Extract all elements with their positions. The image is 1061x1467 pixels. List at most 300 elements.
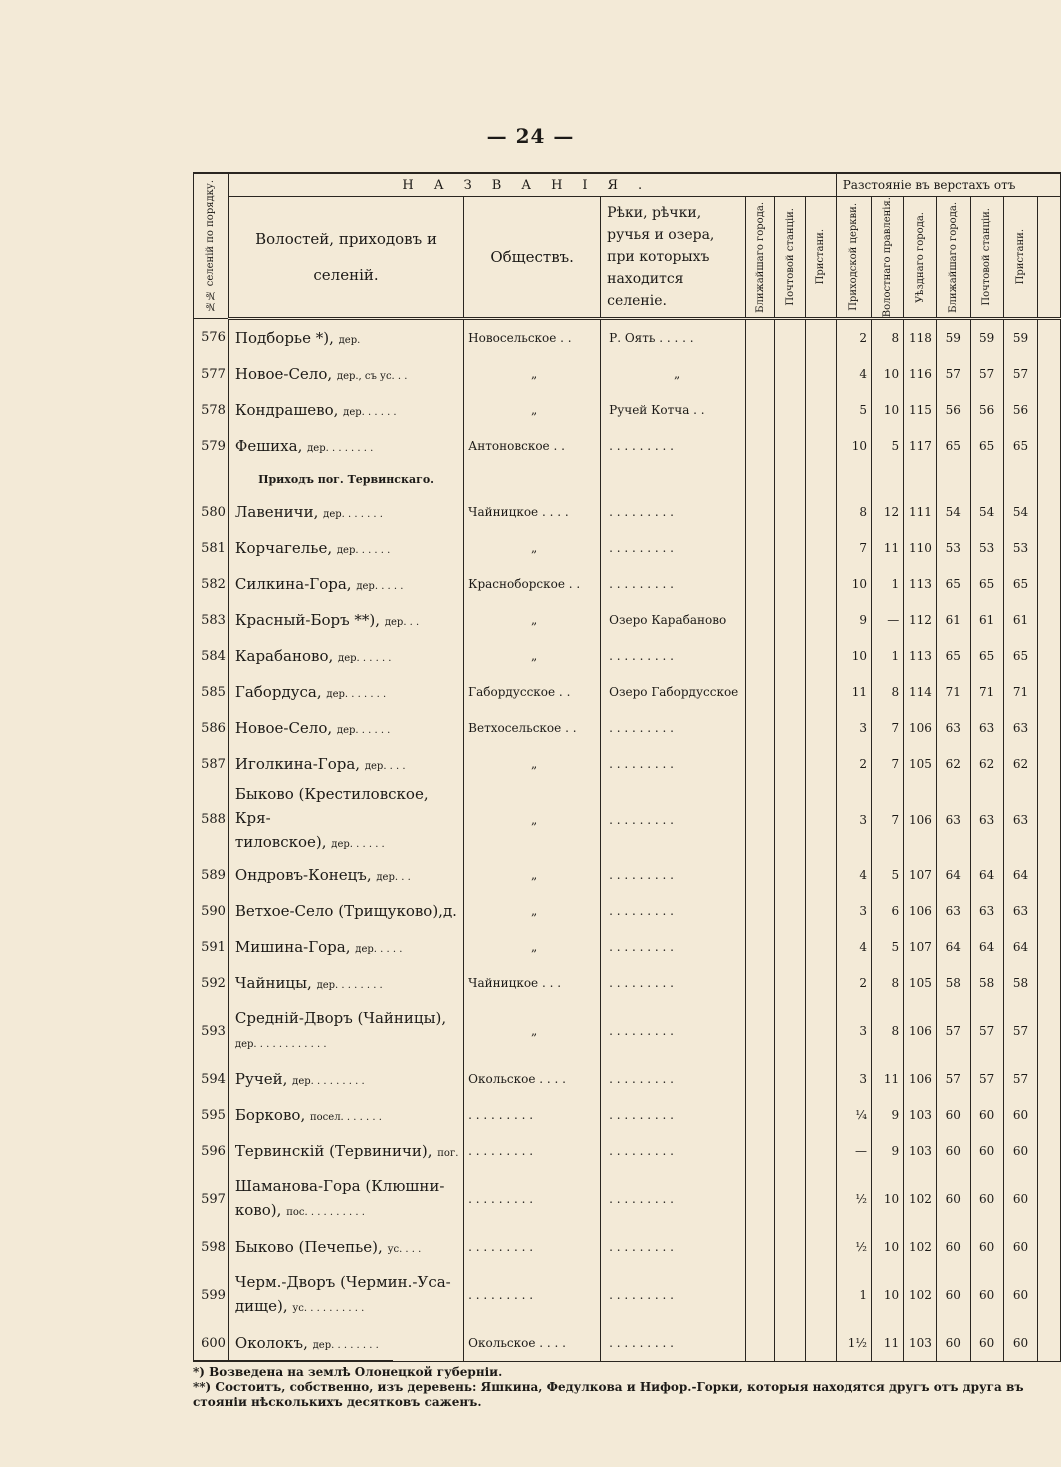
table-row xyxy=(194,929,1061,965)
dist-nearest-city: 65 xyxy=(936,638,970,674)
dist-parish-church: 4 xyxy=(836,356,871,392)
dist-parish-church: 2 xyxy=(836,746,871,782)
dist-volost-board: 8 xyxy=(871,319,903,357)
dist-volost-board: 9 xyxy=(871,1133,903,1169)
dist-wharf: 57 xyxy=(1003,356,1038,392)
nearest-city-cell xyxy=(746,782,775,857)
dist-nearest-city: 54 xyxy=(936,494,970,530)
table-row xyxy=(194,319,1061,357)
nearest-city-cell xyxy=(746,857,775,893)
river-name: . . . . . . . . . xyxy=(601,965,746,1001)
table-row xyxy=(194,1325,1061,1362)
footnote-2: **) Состоитъ, собственно, изъ деревень: Яшкина, Федулкова и Нифор.-Горки, которыя находятся другъ отъ друга въ xyxy=(193,1380,1024,1394)
cut-off-cell xyxy=(1038,1229,1061,1265)
section-row xyxy=(194,464,1061,494)
settlement-name xyxy=(228,893,463,929)
row-number: 585 xyxy=(194,674,229,710)
dist-volost-board: 6 xyxy=(871,893,903,929)
society-name: „ xyxy=(464,602,601,638)
cut-off-cell xyxy=(1038,602,1061,638)
settlement-type: ус. . . . xyxy=(387,1244,422,1256)
dist-wharf: 63 xyxy=(1003,782,1038,857)
row-number: 584 xyxy=(194,638,229,674)
wharf-cell xyxy=(805,1265,836,1325)
settlement-name xyxy=(228,746,463,782)
settlement-name-continued: тиловское), xyxy=(234,833,327,852)
post-station-cell xyxy=(775,530,805,566)
river-name: Ручей Котча . . xyxy=(601,392,746,428)
settlement-name-text: Габордуса, xyxy=(234,683,322,702)
wharf-cell xyxy=(805,1133,836,1169)
settlement-name xyxy=(228,566,463,602)
settlement-name xyxy=(228,530,463,566)
river-name: . . . . . . . . . xyxy=(601,428,746,464)
river-name: . . . . . . . . . xyxy=(601,530,746,566)
dist-post-station: 60 xyxy=(970,1097,1003,1133)
settlement-name xyxy=(228,857,463,893)
post-station-cell xyxy=(775,1325,805,1362)
post-station-cell xyxy=(775,428,805,464)
dist-volost-board: 8 xyxy=(871,965,903,1001)
table-row xyxy=(194,965,1061,1001)
dist-uezd-town: 114 xyxy=(904,674,937,710)
society-name: „ xyxy=(464,857,601,893)
dist-parish-church: 3 xyxy=(836,1061,871,1097)
settlement-name xyxy=(228,638,463,674)
dist-volost-board: 5 xyxy=(871,929,903,965)
society-name: „ xyxy=(464,929,601,965)
dist-wharf: 63 xyxy=(1003,710,1038,746)
row-number: 597 xyxy=(194,1169,229,1229)
settlement-name xyxy=(228,602,463,638)
cut-off-cell xyxy=(1038,356,1061,392)
settlement-name-text: Ветхое-Село (Трищуково),д. xyxy=(234,902,457,921)
row-number: 579 xyxy=(194,428,229,464)
settlement-type: дер. . . . . . xyxy=(331,839,385,851)
cut-off-cell xyxy=(1038,965,1061,1001)
river-name: . . . . . . . . . xyxy=(601,1133,746,1169)
settlement-name-text: Тервинскій (Тервиничи), xyxy=(234,1142,433,1161)
river-name: . . . . . . . . . xyxy=(601,782,746,857)
dist-nearest-city: 65 xyxy=(936,566,970,602)
settlement-name xyxy=(228,319,463,357)
settlement-name-continued: дище), xyxy=(234,1296,288,1315)
dist-wharf: 62 xyxy=(1003,746,1038,782)
row-number: 589 xyxy=(194,857,229,893)
dist-nearest-city: 64 xyxy=(936,929,970,965)
wharf-cell xyxy=(805,638,836,674)
table-row xyxy=(194,782,1061,857)
nearest-city-cell xyxy=(746,638,775,674)
row-number: 592 xyxy=(194,965,229,1001)
dist-volost-board: 7 xyxy=(871,746,903,782)
settlement-type: пог. xyxy=(437,1148,459,1160)
post-station-cell xyxy=(775,857,805,893)
row-number: 583 xyxy=(194,602,229,638)
nearest-city-cell xyxy=(746,1325,775,1362)
dist-uezd-town: 116 xyxy=(904,356,937,392)
settlement-type: ус. . . . . . . . . . xyxy=(292,1302,365,1314)
cut-off-cell xyxy=(1038,929,1061,965)
settlement-name-text: Силкина-Гора, xyxy=(234,575,352,594)
dist-wharf: 65 xyxy=(1003,566,1038,602)
footnote-2-continued: стояніи нѣсколькихъ десятковъ саженъ. xyxy=(193,1395,482,1409)
society-name: „ xyxy=(464,1001,601,1061)
nearest-city-cell xyxy=(746,392,775,428)
nearest-city-cell xyxy=(746,746,775,782)
settlement-type: дер. . . . . . . . xyxy=(307,443,374,455)
table-row xyxy=(194,893,1061,929)
settlement-name xyxy=(228,1061,463,1097)
post-station-cell xyxy=(775,319,805,357)
dist-nearest-city: 60 xyxy=(936,1133,970,1169)
river-name: . . . . . . . . . xyxy=(601,1097,746,1133)
nearest-city-cell xyxy=(746,566,775,602)
settlement-name-text: Лавеничи, xyxy=(234,503,319,522)
dist-uezd-town: 111 xyxy=(904,494,937,530)
settlement-name-text: Иголкина-Гора, xyxy=(234,755,361,774)
wharf2-header: Пристани. xyxy=(1003,197,1038,319)
dist-parish-church: 3 xyxy=(836,782,871,857)
dist-nearest-city: 56 xyxy=(936,392,970,428)
post-station-cell xyxy=(775,782,805,857)
dist-volost-board: 10 xyxy=(871,1265,903,1325)
dist-parish-church: 4 xyxy=(836,929,871,965)
dist-uezd-town: 106 xyxy=(904,782,937,857)
settlement-type: дер. xyxy=(338,335,361,347)
dist-parish-church: 3 xyxy=(836,1001,871,1061)
table-row xyxy=(194,1001,1061,1061)
nearest-city-cell xyxy=(746,674,775,710)
river-name: „ xyxy=(601,356,746,392)
table-row xyxy=(194,1229,1061,1265)
post-station-cell xyxy=(775,638,805,674)
post-station2-header: Почтовой станціи. xyxy=(970,197,1003,319)
footnote-rule xyxy=(193,1360,393,1361)
river-name: . . . . . . . . . xyxy=(601,1061,746,1097)
settlement-type: дер. . . . . . xyxy=(336,725,391,737)
dist-uezd-town: 102 xyxy=(904,1229,937,1265)
settlement-name xyxy=(228,929,463,965)
dist-nearest-city: 62 xyxy=(936,746,970,782)
wharf-cell xyxy=(805,893,836,929)
dist-wharf: 71 xyxy=(1003,674,1038,710)
cut-off-cell xyxy=(1038,530,1061,566)
cut-off-cell xyxy=(1038,1001,1061,1061)
dist-post-station: 61 xyxy=(970,602,1003,638)
cut-off-cell xyxy=(1038,428,1061,464)
nearest-city-cell xyxy=(746,1097,775,1133)
dist-post-station: 64 xyxy=(970,857,1003,893)
dist-uezd-town: 118 xyxy=(904,319,937,357)
settlement-name-text: Быково (Печепье), xyxy=(234,1238,383,1257)
nearest-city-cell xyxy=(746,428,775,464)
row-number: 590 xyxy=(194,893,229,929)
nearest-city-cell xyxy=(746,1265,775,1325)
dist-parish-church: 9 xyxy=(836,602,871,638)
dist-wharf: 60 xyxy=(1003,1097,1038,1133)
settlement-name xyxy=(228,1325,463,1362)
dist-volost-board: 5 xyxy=(871,857,903,893)
uezd-town-header: Уѣзднаго города. xyxy=(904,197,937,319)
row-number: 588 xyxy=(194,782,229,857)
dist-wharf: 58 xyxy=(1003,965,1038,1001)
society-name: „ xyxy=(464,638,601,674)
cut-off-cell xyxy=(1038,710,1061,746)
cut-off-cell xyxy=(1038,1325,1061,1362)
wharf-cell xyxy=(805,674,836,710)
dist-wharf: 65 xyxy=(1003,638,1038,674)
dist-post-station: 60 xyxy=(970,1265,1003,1325)
dist-wharf: 61 xyxy=(1003,602,1038,638)
dist-wharf: 60 xyxy=(1003,1325,1038,1362)
table-row xyxy=(194,1265,1061,1325)
post-station-cell xyxy=(775,1265,805,1325)
row-number: 578 xyxy=(194,392,229,428)
dist-parish-church: 4 xyxy=(836,857,871,893)
dist-post-station: 57 xyxy=(970,1001,1003,1061)
society-header: Обществъ. xyxy=(464,197,601,319)
settlement-name xyxy=(228,1265,463,1325)
settlement-type: дер. . . . . . . . xyxy=(312,1340,379,1352)
nearest-city-cell xyxy=(746,1061,775,1097)
river-name: . . . . . . . . . xyxy=(601,1229,746,1265)
dist-post-station: 63 xyxy=(970,893,1003,929)
table-row xyxy=(194,1133,1061,1169)
dist-nearest-city: 60 xyxy=(936,1229,970,1265)
wharf-cell xyxy=(805,1061,836,1097)
dist-uezd-town: 113 xyxy=(904,566,937,602)
dist-parish-church: ½ xyxy=(836,1169,871,1229)
dist-nearest-city: 57 xyxy=(936,1001,970,1061)
society-name: Антоновское . . xyxy=(464,428,601,464)
row-number: 581 xyxy=(194,530,229,566)
nearest-city-cell xyxy=(746,494,775,530)
cut-off-cell xyxy=(1038,392,1061,428)
river-name: . . . . . . . . . xyxy=(601,746,746,782)
dist-post-station: 53 xyxy=(970,530,1003,566)
dist-nearest-city: 60 xyxy=(936,1325,970,1362)
dist-nearest-city: 53 xyxy=(936,530,970,566)
river-name: . . . . . . . . . xyxy=(601,857,746,893)
table-row xyxy=(194,710,1061,746)
cut-off-cell xyxy=(1038,1097,1061,1133)
settlement-name-text: Кондрашево, xyxy=(234,401,339,420)
dist-parish-church: 1 xyxy=(836,1265,871,1325)
table-row xyxy=(194,746,1061,782)
row-number: 600 xyxy=(194,1325,229,1362)
row-number: 594 xyxy=(194,1061,229,1097)
dist-volost-board: 7 xyxy=(871,782,903,857)
dist-post-station: 65 xyxy=(970,428,1003,464)
settlement-name-text: Борково, xyxy=(234,1106,306,1125)
settlement-type: дер. . . . . . . . . xyxy=(292,1076,365,1088)
dist-uezd-town: 103 xyxy=(904,1325,937,1362)
nearest-city-cell xyxy=(746,356,775,392)
cut-off-cell xyxy=(1038,1265,1061,1325)
dist-volost-board: 8 xyxy=(871,1001,903,1061)
society-name: Чайницкое . . . xyxy=(464,965,601,1001)
settlement-name xyxy=(228,1133,463,1169)
post-station-cell xyxy=(775,602,805,638)
dist-uezd-town: 112 xyxy=(904,602,937,638)
river-name: . . . . . . . . . xyxy=(601,710,746,746)
settlement-name xyxy=(228,428,463,464)
wharf-cell xyxy=(805,428,836,464)
row-number: 598 xyxy=(194,1229,229,1265)
dist-parish-church: 3 xyxy=(836,710,871,746)
cut-off-cell xyxy=(1038,857,1061,893)
dist-parish-church: 3 xyxy=(836,893,871,929)
dist-wharf: 64 xyxy=(1003,929,1038,965)
dist-volost-board: 5 xyxy=(871,428,903,464)
dist-wharf: 59 xyxy=(1003,319,1038,357)
cut-off-cell xyxy=(1038,746,1061,782)
settlement-name-text: Ручей, xyxy=(234,1070,288,1089)
dist-wharf: 63 xyxy=(1003,893,1038,929)
dist-volost-board: 11 xyxy=(871,1061,903,1097)
dist-nearest-city: 63 xyxy=(936,710,970,746)
dist-volost-board: 7 xyxy=(871,710,903,746)
dist-post-station: 60 xyxy=(970,1229,1003,1265)
dist-post-station: 56 xyxy=(970,392,1003,428)
settlement-name-text: Ондровъ-Конецъ, xyxy=(234,866,372,885)
wharf-cell xyxy=(805,319,836,357)
dist-volost-board: 8 xyxy=(871,674,903,710)
dist-post-station: 58 xyxy=(970,965,1003,1001)
dist-post-station: 65 xyxy=(970,566,1003,602)
dist-post-station: 60 xyxy=(970,1169,1003,1229)
settlement-name xyxy=(228,1229,463,1265)
settlement-type: дер. . . . . xyxy=(355,944,403,956)
dist-volost-board: — xyxy=(871,602,903,638)
dist-wharf: 60 xyxy=(1003,1265,1038,1325)
dist-post-station: 57 xyxy=(970,1061,1003,1097)
table-row xyxy=(194,530,1061,566)
post-station-cell xyxy=(775,1229,805,1265)
post-station-cell xyxy=(775,710,805,746)
society-name: Окольское . . . . xyxy=(464,1325,601,1362)
table-row xyxy=(194,674,1061,710)
settlement-type: дер. . . . . . xyxy=(343,407,397,419)
dist-volost-board: 10 xyxy=(871,1229,903,1265)
society-name: „ xyxy=(464,893,601,929)
dist-uezd-town: 103 xyxy=(904,1097,937,1133)
row-number: 587 xyxy=(194,746,229,782)
post-station-cell xyxy=(775,965,805,1001)
dist-volost-board: 1 xyxy=(871,566,903,602)
dist-post-station: 63 xyxy=(970,782,1003,857)
settlement-name-text: Мишина-Гора, xyxy=(234,938,351,957)
post-station-cell xyxy=(775,566,805,602)
wharf-cell xyxy=(805,929,836,965)
society-name: . . . . . . . . . xyxy=(464,1229,601,1265)
settlement-type: дер. . . . . . . xyxy=(323,509,383,521)
wharf-cell xyxy=(805,1001,836,1061)
settlement-type: дер. . . xyxy=(384,617,420,629)
post-station-cell xyxy=(775,392,805,428)
settlement-name xyxy=(228,965,463,1001)
river-name: . . . . . . . . . xyxy=(601,1325,746,1362)
dist-uezd-town: 107 xyxy=(904,857,937,893)
wharf-cell xyxy=(805,857,836,893)
settlement-type: дер. . . . . . xyxy=(336,545,391,557)
volost-header: Волостей, приходовъ и селеній. xyxy=(228,197,463,319)
society-name: Новосельское . . xyxy=(464,319,601,357)
cut-off-cell xyxy=(1038,1061,1061,1097)
dist-parish-church: 5 xyxy=(836,392,871,428)
row-number: 599 xyxy=(194,1265,229,1325)
society-name: Окольское . . . . xyxy=(464,1061,601,1097)
nearest-city-cell xyxy=(746,1229,775,1265)
dist-nearest-city: 61 xyxy=(936,602,970,638)
dist-uezd-town: 103 xyxy=(904,1133,937,1169)
dist-volost-board: 12 xyxy=(871,494,903,530)
settlement-type: пос. . . . . . . . . . xyxy=(286,1206,365,1218)
river-header: Рѣки, рѣчки, ручья и озера, при которыхъ находится селеніе. xyxy=(601,197,746,319)
dist-post-station: 71 xyxy=(970,674,1003,710)
cut-off-cell xyxy=(1038,893,1061,929)
river-name: Озеро Габордусское xyxy=(601,674,746,710)
wharf-cell xyxy=(805,602,836,638)
post-station-cell xyxy=(775,1001,805,1061)
dist-uezd-town: 113 xyxy=(904,638,937,674)
dist-wharf: 60 xyxy=(1003,1133,1038,1169)
dist-nearest-city: 60 xyxy=(936,1169,970,1229)
settlement-name-text: Новое-Село, xyxy=(234,719,333,738)
society-name: Чайницкое . . . . xyxy=(464,494,601,530)
dist-post-station: 63 xyxy=(970,710,1003,746)
settlement-type: дер. . . xyxy=(376,872,411,884)
nearest-city-cell xyxy=(746,1001,775,1061)
settlement-name-text: Черм.-Дворъ (Чермин.-Уса- xyxy=(234,1272,451,1291)
dist-wharf: 57 xyxy=(1003,1001,1038,1061)
dist-nearest-city: 58 xyxy=(936,965,970,1001)
wharf-cell xyxy=(805,782,836,857)
wharf-cell xyxy=(805,494,836,530)
row-number: 596 xyxy=(194,1133,229,1169)
dist-nearest-city: 59 xyxy=(936,319,970,357)
dist-volost-board: 10 xyxy=(871,392,903,428)
post-station-cell xyxy=(775,1133,805,1169)
cut-off-cell xyxy=(1038,319,1061,357)
nearest-city-cell xyxy=(746,602,775,638)
settlement-name xyxy=(228,392,463,428)
dist-volost-board: 10 xyxy=(871,356,903,392)
table-row xyxy=(194,602,1061,638)
nearest-city-cell xyxy=(746,710,775,746)
dist-uezd-town: 110 xyxy=(904,530,937,566)
settlement-name-text: Быково (Крестиловское, Кря- xyxy=(234,785,429,828)
table-row xyxy=(194,1169,1061,1229)
settlement-name-text: Околокъ, xyxy=(234,1334,308,1353)
dist-post-station: 54 xyxy=(970,494,1003,530)
volost-board-header: Волостнаго правленія. xyxy=(871,197,903,319)
wharf-cell xyxy=(805,1169,836,1229)
dist-post-station: 62 xyxy=(970,746,1003,782)
cut-off-cell xyxy=(1038,674,1061,710)
settlement-name-text: Красный-Боръ **), xyxy=(234,611,381,630)
wharf-cell xyxy=(805,356,836,392)
nearest-city2-header: Ближайшаго города. xyxy=(936,197,970,319)
section-title: Приходъ пог. Тервинскаго. xyxy=(228,464,463,494)
cut-off-header xyxy=(1038,197,1061,319)
cut-off-cell xyxy=(1038,566,1061,602)
footnote-1: *) Возведена на землѣ Олонецкой губерніи. xyxy=(193,1365,503,1379)
dist-parish-church: — xyxy=(836,1133,871,1169)
dist-volost-board: 10 xyxy=(871,1169,903,1229)
dist-uezd-town: 102 xyxy=(904,1169,937,1229)
